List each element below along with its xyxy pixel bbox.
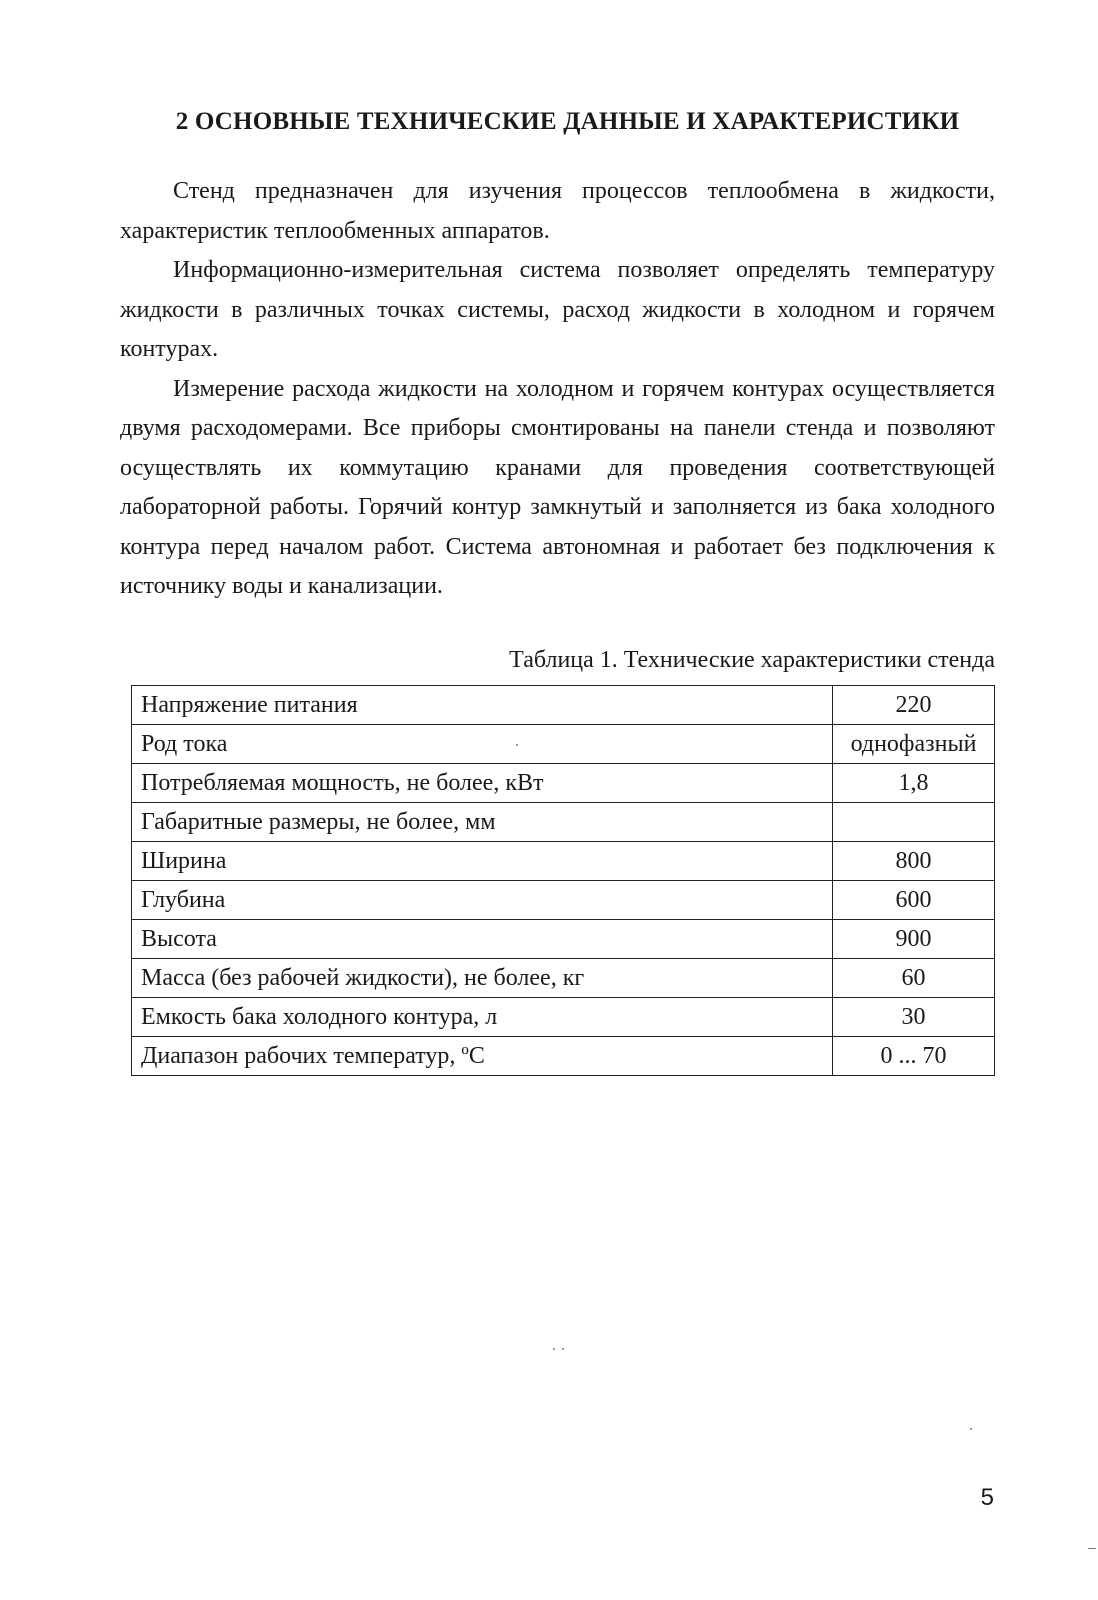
param-cell: Ширина bbox=[132, 842, 833, 881]
table-row bbox=[132, 959, 995, 998]
value-cell bbox=[833, 803, 995, 842]
table-row bbox=[132, 998, 995, 1037]
param-cell: Высота bbox=[132, 920, 833, 959]
specifications-table bbox=[131, 685, 995, 1076]
scan-speck bbox=[970, 1428, 972, 1430]
value-cell: однофазный bbox=[833, 725, 995, 764]
section-heading: 2 ОСНОВНЫЕ ТЕХНИЧЕСКИЕ ДАННЫЕ И ХАРАКТЕРИСТИКИ bbox=[175, 108, 960, 135]
table-row bbox=[132, 764, 995, 803]
paragraph: Информационно-измерительная система позволяет определять температуру жидкости в различных точках системы, расход жидкости в холодном и горячем контурах. bbox=[120, 257, 995, 362]
paragraph: Стенд предназначен для изучения процессов теплообмена в жидкости, характеристик теплообменных аппаратов. bbox=[120, 178, 995, 244]
value-cell: 1,8 bbox=[833, 764, 995, 803]
param-cell: Емкость бака холодного контура, л bbox=[132, 998, 833, 1037]
body-text bbox=[120, 172, 995, 607]
table-row bbox=[132, 725, 995, 764]
param-cell: Диапазон рабочих температур, ºС bbox=[132, 1037, 833, 1076]
scan-speck bbox=[562, 1348, 564, 1350]
page-number: 5 bbox=[980, 1484, 994, 1511]
value-cell: 220 bbox=[833, 686, 995, 725]
value-cell: 30 bbox=[833, 998, 995, 1037]
param-cell: Габаритные размеры, не более, мм bbox=[132, 803, 833, 842]
value-cell: 600 bbox=[833, 881, 995, 920]
param-cell: Напряжение питания bbox=[132, 686, 833, 725]
param-cell: Глубина bbox=[132, 881, 833, 920]
value-cell: 800 bbox=[833, 842, 995, 881]
table-row bbox=[132, 686, 995, 725]
param-cell: Род тока bbox=[132, 725, 833, 764]
scan-speck bbox=[516, 744, 518, 746]
table-row bbox=[132, 1037, 995, 1076]
table-row bbox=[132, 803, 995, 842]
value-cell: 900 bbox=[833, 920, 995, 959]
param-cell: Потребляемая мощность, не более, кВт bbox=[132, 764, 833, 803]
table-row bbox=[132, 881, 995, 920]
table-row bbox=[132, 920, 995, 959]
table-row bbox=[132, 842, 995, 881]
paragraph: Измерение расхода жидкости на холодном и горячем контурах осуществляется двумя расходомерами. Все приборы смонтированы на панели стенда и позволяют осуществлять их коммутацию кранами для проведения соответствующей лабораторной работы. Горячий контур замкнутый и заполняется из бака холодного контура перед началом работ. Система автономная и работает без подключения к источнику воды и канализации. bbox=[120, 375, 995, 599]
value-cell: 0 ... 70 bbox=[833, 1037, 995, 1076]
value-cell: 60 bbox=[833, 959, 995, 998]
scan-speck bbox=[1088, 1548, 1096, 1549]
scan-speck bbox=[553, 1348, 555, 1350]
param-cell: Масса (без рабочей жидкости), не более, кг bbox=[132, 959, 833, 998]
table-caption: Таблица 1. Технические характеристики стенда bbox=[509, 647, 995, 673]
